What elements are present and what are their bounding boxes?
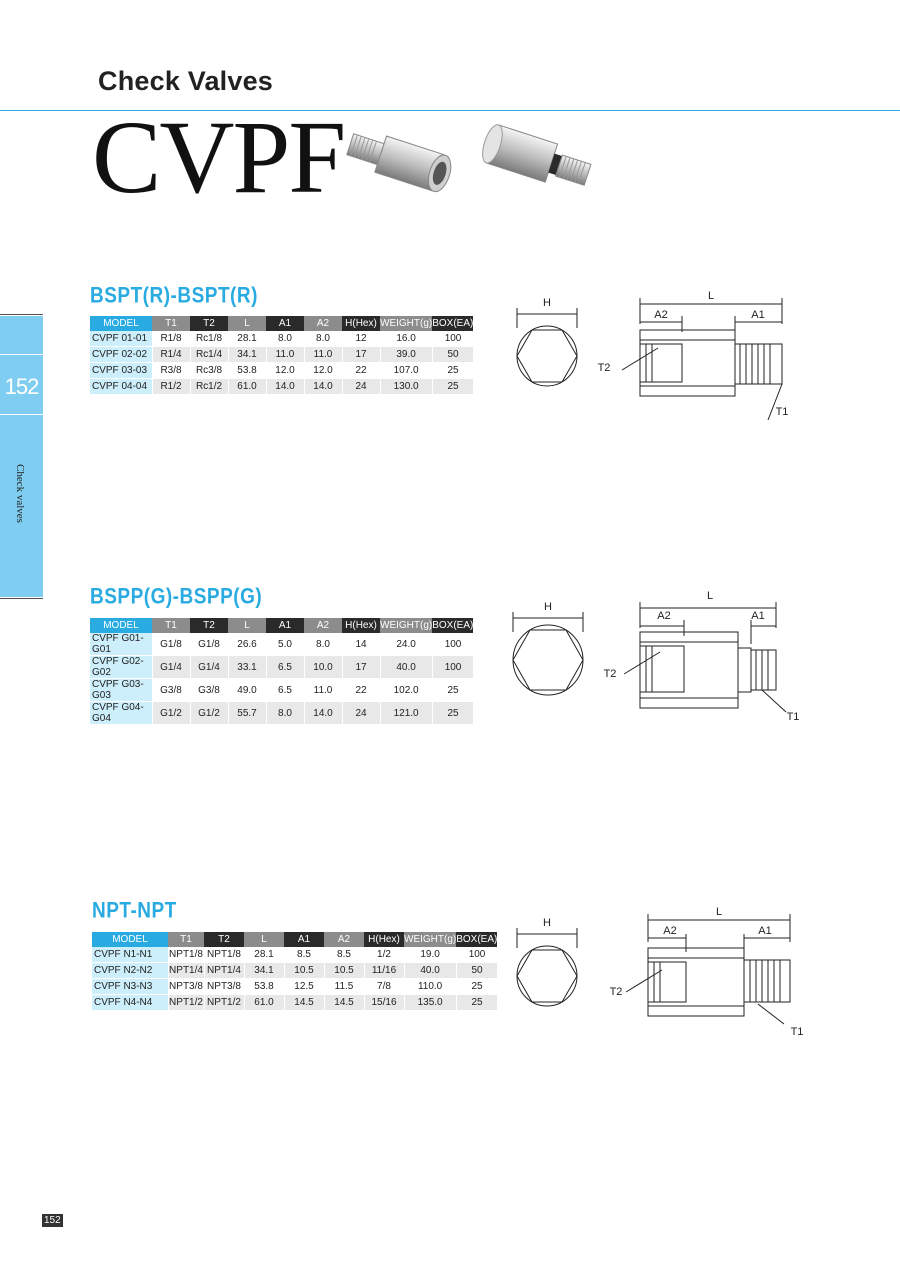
drawing-label-t2: T2	[603, 668, 617, 680]
table-cell: 55.7	[228, 702, 266, 725]
model-cell: CVPF G02-G02	[90, 656, 152, 679]
column-header: T2	[190, 316, 228, 331]
table-cell: NPT1/8	[204, 947, 244, 963]
column-header: T1	[152, 316, 190, 331]
drawing-label-t1: T1	[775, 406, 789, 418]
drawing-label-a2: A2	[657, 610, 671, 622]
table-cell: G3/8	[190, 679, 228, 702]
table-cell: 61.0	[244, 995, 284, 1011]
table-cell: 24	[342, 379, 380, 395]
table-cell: 25	[456, 995, 497, 1011]
side-tab-border-top	[0, 314, 43, 315]
table-cell: 130.0	[380, 379, 432, 395]
table-cell: 6.5	[266, 656, 304, 679]
table-cell: 17	[342, 347, 380, 363]
table-cell: 50	[432, 347, 473, 363]
table-cell: NPT3/8	[168, 979, 204, 995]
table-row	[90, 331, 473, 347]
column-header: H(Hex)	[342, 316, 380, 331]
table-cell: 14.0	[304, 702, 342, 725]
table-cell: 40.0	[380, 656, 432, 679]
model-cell: CVPF N2-N2	[92, 963, 168, 979]
table-cell: 25	[432, 679, 473, 702]
table-cell: 10.5	[284, 963, 324, 979]
table-cell: G1/8	[152, 633, 190, 656]
table-cell: 100	[432, 331, 473, 347]
table-cell: 10.0	[304, 656, 342, 679]
section-title-bspp: BSPP(G)-BSPP(G)	[90, 585, 263, 610]
table-cell: 22	[342, 363, 380, 379]
drawing-label-t2: T2	[609, 986, 623, 998]
table-cell: 8.0	[266, 702, 304, 725]
side-tab-divider	[0, 354, 43, 355]
table-row	[90, 633, 473, 656]
table-cell: 11.0	[304, 347, 342, 363]
table-row	[92, 963, 497, 979]
drawing-label-h: H	[543, 917, 551, 929]
table-cell: 7/8	[364, 979, 404, 995]
table-cell: 34.1	[244, 963, 284, 979]
column-header: A1	[266, 316, 304, 331]
table-cell: 100	[456, 947, 497, 963]
table-cell: 33.1	[228, 656, 266, 679]
drawing-label-l: L	[707, 290, 715, 302]
table-cell: R1/8	[152, 331, 190, 347]
column-header: WEIGHT(g)	[380, 620, 433, 631]
table-cell: G1/2	[152, 702, 190, 725]
drawing-label-a1: A1	[751, 309, 765, 321]
table-cell: 12	[342, 331, 380, 347]
column-header: L	[228, 618, 266, 633]
model-cell: CVPF N3-N3	[92, 979, 168, 995]
table-cell: 24.0	[380, 633, 432, 656]
side-tab-divider	[0, 414, 43, 415]
table-cell: 11.5	[324, 979, 364, 995]
table-cell: R1/4	[152, 347, 190, 363]
drawing-label-t1: T1	[786, 711, 800, 723]
column-header: WEIGHT(g)	[404, 934, 457, 945]
side-tab-border-bottom	[0, 598, 43, 599]
drawing-label-t1: T1	[790, 1026, 804, 1038]
table-cell: 14.0	[266, 379, 304, 395]
table-cell: NPT1/2	[204, 995, 244, 1011]
model-cell: CVPF N4-N4	[92, 995, 168, 1011]
model-cell: CVPF 02-02	[90, 347, 152, 363]
table-cell: 8.0	[304, 331, 342, 347]
drawing-label-a2: A2	[654, 309, 668, 321]
table-cell: 28.1	[228, 331, 266, 347]
table-cell: 1/2	[364, 947, 404, 963]
side-tab	[0, 316, 43, 597]
table-cell: 135.0	[404, 995, 456, 1011]
table-cell: 12.0	[304, 363, 342, 379]
table-cell: 50	[456, 963, 497, 979]
table-row	[92, 979, 497, 995]
column-header: H(Hex)	[342, 618, 380, 633]
table-cell: 14	[342, 633, 380, 656]
table-cell: R1/2	[152, 379, 190, 395]
table-cell: 39.0	[380, 347, 432, 363]
drawing-label-a2: A2	[663, 925, 677, 937]
table-cell: NPT1/2	[168, 995, 204, 1011]
table-cell: 16.0	[380, 331, 432, 347]
model-cell: CVPF N1-N1	[92, 947, 168, 963]
table-cell: 107.0	[380, 363, 432, 379]
table-cell: 28.1	[244, 947, 284, 963]
table-cell: 14.5	[284, 995, 324, 1011]
drawing-label-a1: A1	[751, 610, 765, 622]
column-header: A2	[304, 618, 342, 633]
table-cell: 25	[456, 979, 497, 995]
table-cell: 25	[432, 379, 473, 395]
table-cell: 8.0	[266, 331, 304, 347]
table-cell: 8.5	[324, 947, 364, 963]
column-header: BOX(EA)	[432, 620, 474, 631]
spec-table-npt	[92, 932, 497, 1011]
table-cell: 8.5	[284, 947, 324, 963]
table-cell: 121.0	[380, 702, 432, 725]
column-header: A1	[266, 618, 304, 633]
column-header: H(Hex)	[364, 932, 404, 947]
model-title: CVPF	[92, 100, 345, 215]
table-cell: NPT1/4	[204, 963, 244, 979]
footer-page-number: 152	[44, 1215, 61, 1226]
dimension-drawing-bspp	[500, 588, 800, 728]
table-row	[92, 947, 497, 963]
model-cell: CVPF G04-G04	[90, 702, 152, 725]
table-cell: NPT1/4	[168, 963, 204, 979]
table-cell: 22	[342, 679, 380, 702]
table-cell: G1/4	[190, 656, 228, 679]
column-header: BOX(EA)	[432, 318, 474, 329]
page-title: Check Valves	[98, 66, 274, 96]
column-header: MODEL	[90, 316, 152, 331]
model-cell: CVPF G03-G03	[90, 679, 152, 702]
section-title-npt: NPT-NPT	[92, 899, 177, 924]
table-header-row	[90, 618, 473, 633]
table-cell: 6.5	[266, 679, 304, 702]
table-cell: Rc1/4	[190, 347, 228, 363]
table-cell: Rc1/2	[190, 379, 228, 395]
spec-table-bspp	[90, 618, 473, 725]
table-cell: 12.5	[284, 979, 324, 995]
table-cell: 26.6	[228, 633, 266, 656]
column-header: MODEL	[90, 618, 152, 633]
table-cell: R3/8	[152, 363, 190, 379]
table-cell: 15/16	[364, 995, 404, 1011]
table-header-row	[90, 316, 473, 331]
dimension-drawing-bspt	[500, 284, 800, 424]
table-cell: 19.0	[404, 947, 456, 963]
product-photo-left	[336, 124, 466, 208]
drawing-label-a1: A1	[758, 925, 772, 937]
drawing-label-l: L	[715, 906, 723, 918]
table-cell: 100	[432, 633, 473, 656]
table-row	[90, 702, 473, 725]
table-row	[90, 363, 473, 379]
table-row	[90, 656, 473, 679]
table-cell: 11.0	[304, 679, 342, 702]
column-header: L	[228, 316, 266, 331]
table-cell: 102.0	[380, 679, 432, 702]
table-cell: 11/16	[364, 963, 404, 979]
table-cell: 49.0	[228, 679, 266, 702]
column-header: A2	[304, 316, 342, 331]
table-cell: NPT1/8	[168, 947, 204, 963]
table-cell: G1/2	[190, 702, 228, 725]
table-cell: 10.5	[324, 963, 364, 979]
dimension-drawing-npt	[500, 904, 804, 1044]
table-cell: 17	[342, 656, 380, 679]
side-tab-page-number: 152	[4, 374, 39, 399]
table-cell: 5.0	[266, 633, 304, 656]
table-cell: 25	[432, 702, 473, 725]
table-cell: Rc3/8	[190, 363, 228, 379]
side-tab-label: Check valves	[14, 464, 26, 523]
column-header: MODEL	[92, 932, 168, 947]
table-cell: G1/4	[152, 656, 190, 679]
spec-table-bspt	[90, 316, 473, 395]
table-cell: G3/8	[152, 679, 190, 702]
drawing-label-l: L	[706, 590, 714, 602]
column-header: T2	[190, 618, 228, 633]
table-cell: 53.8	[228, 363, 266, 379]
table-cell: 24	[342, 702, 380, 725]
table-cell: G1/8	[190, 633, 228, 656]
model-cell: CVPF 01-01	[90, 331, 152, 347]
drawing-label-h: H	[543, 297, 551, 309]
column-header: T1	[168, 932, 204, 947]
table-header-row	[92, 932, 497, 947]
column-header: T2	[204, 932, 244, 947]
table-row	[92, 995, 497, 1011]
table-row	[90, 379, 473, 395]
column-header: A2	[324, 932, 364, 947]
drawing-label-h: H	[544, 601, 552, 613]
table-cell: 100	[432, 656, 473, 679]
table-cell: 14.5	[324, 995, 364, 1011]
table-cell: 14.0	[304, 379, 342, 395]
table-row	[90, 679, 473, 702]
table-cell: 8.0	[304, 633, 342, 656]
model-cell: CVPF G01-G01	[90, 633, 152, 656]
model-cell: CVPF 04-04	[90, 379, 152, 395]
table-cell: 53.8	[244, 979, 284, 995]
table-cell: 25	[432, 363, 473, 379]
section-title-bspt: BSPT(R)-BSPT(R)	[90, 284, 258, 309]
product-photo-right	[476, 124, 606, 208]
table-cell: 61.0	[228, 379, 266, 395]
table-cell: 34.1	[228, 347, 266, 363]
column-header: A1	[284, 932, 324, 947]
column-header: L	[244, 932, 284, 947]
table-cell: Rc1/8	[190, 331, 228, 347]
table-cell: 12.0	[266, 363, 304, 379]
table-cell: 11.0	[266, 347, 304, 363]
column-header: T1	[152, 618, 190, 633]
column-header: WEIGHT(g)	[380, 318, 433, 329]
column-header: BOX(EA)	[456, 934, 498, 945]
drawing-label-t2: T2	[597, 362, 611, 374]
table-cell: 110.0	[404, 979, 456, 995]
model-cell: CVPF 03-03	[90, 363, 152, 379]
table-row	[90, 347, 473, 363]
table-cell: 40.0	[404, 963, 456, 979]
table-cell: NPT3/8	[204, 979, 244, 995]
